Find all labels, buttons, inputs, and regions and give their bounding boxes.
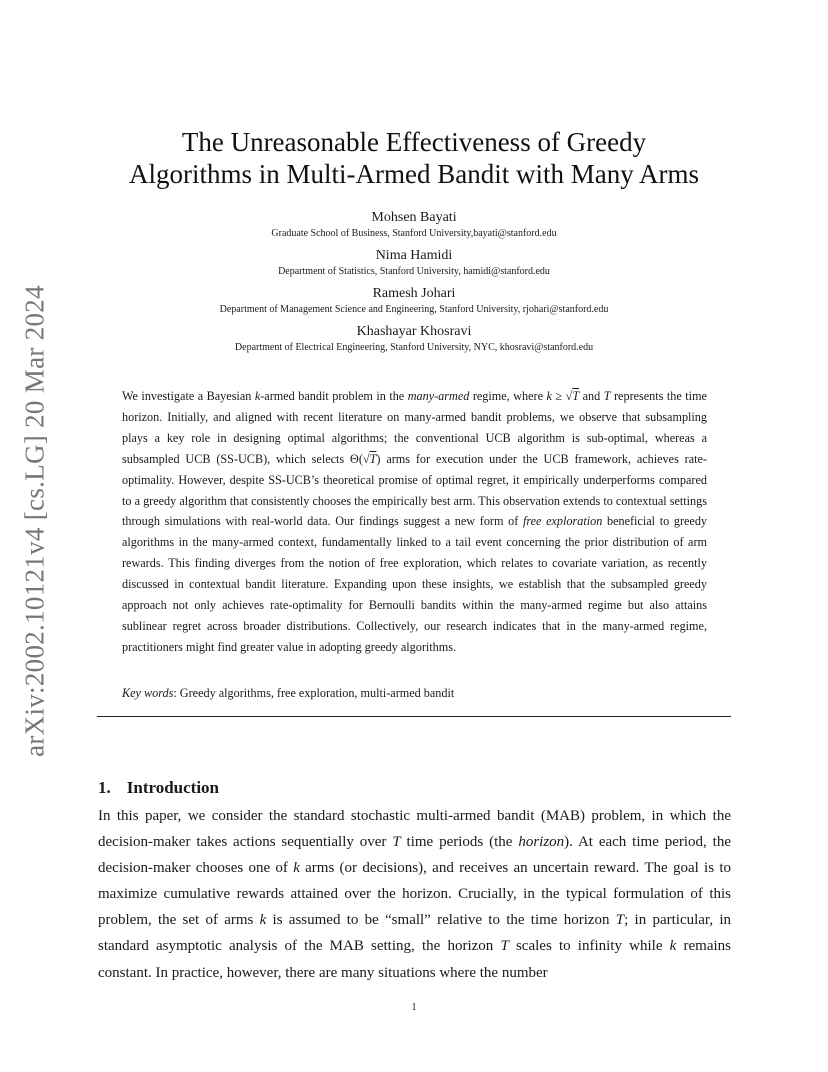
math-var: T [615, 912, 625, 929]
math-var: k [259, 912, 267, 929]
math-var: k [293, 860, 300, 877]
body-text: arms (or decisions), and receives an uncertain reward. The goal is to maximize cumulative rewards attained over the horizon. Crucially, in the typical formulation of this problem, the set of arms [98, 860, 731, 929]
author-name: Ramesh Johari [372, 286, 456, 301]
keywords [122, 683, 707, 703]
keywords-separator: : [173, 686, 180, 700]
body-text: remains constant. In practice, however, there are many situations where the number [98, 938, 731, 981]
math-var: T [572, 389, 580, 403]
title-line: Algorithms in Multi-Armed Bandit with Many Arms [129, 159, 699, 189]
section-title: Introduction [126, 778, 220, 797]
abstract-text: and [579, 389, 604, 403]
body-text: ). At each time period, the decision-maker chooses one of [98, 834, 731, 877]
author-entry [100, 247, 728, 279]
divider [97, 716, 731, 717]
author-entry [100, 285, 728, 317]
intro-paragraph [98, 803, 731, 986]
author-affiliation: Department of Electrical Engineering, Stanford University, NYC, khosravi@stanford.edu [234, 342, 594, 353]
abstract [122, 386, 707, 658]
author-affiliation: Department of Statistics, Stanford University, hamidi@stanford.edu [278, 266, 550, 277]
abstract-text: represents the time horizon. Initially, and aligned with recent literature on many-armed bandit problems, we observe that subsampling plays a key role in designing optimal algorithms; the conventional UCB algorithm is sub-optimal, whereas a subsampled UCB (SS-UCB), which selects Θ( [122, 389, 707, 466]
abstract-text: ) arms for execution under the UCB framework, achieves rate-optimality. However, despite SS-UCB’s theoretical promise of optimal regret, it empirically underperforms compared to a greedy algorithm that consistently chooses the empirically best arm. This observation extends to contextual settings through simulations with real-world data. Our findings suggest a new form of [122, 451, 707, 529]
body-text: time periods (the [400, 834, 519, 851]
sqrt-symbol: √ [565, 389, 573, 403]
author-block [100, 209, 728, 361]
abstract-text: -armed bandit problem in the [260, 389, 408, 403]
section-number: 1. [98, 778, 111, 797]
math-var: T [603, 389, 611, 403]
paper-title [90, 126, 738, 190]
keywords-text: Greedy algorithms, free exploration, multi-armed bandit [179, 686, 455, 700]
body-text: scales to infinity while [508, 938, 670, 955]
sqrt-symbol: √ [362, 451, 370, 466]
math-var: T [500, 938, 509, 955]
emphasis: horizon [518, 834, 565, 851]
author-affiliation: Graduate School of Business, Stanford University,bayati@stanford.edu [271, 228, 557, 239]
body-text: ; in particular, in standard asymptotic analysis of the MAB setting, the horizon [98, 912, 731, 955]
author-name: Khashayar Khosravi [356, 324, 472, 339]
math-var: k [546, 389, 552, 403]
math-var: k [254, 389, 261, 403]
emphasis: free exploration [522, 514, 603, 529]
math-var: T [369, 451, 377, 466]
math-op: ≥ [551, 389, 566, 403]
keywords-label: Key words [122, 686, 174, 700]
arxiv-identifier: arXiv:2002.10121v4 [cs.LG] 20 Mar 2024 [19, 285, 50, 757]
math-var: k [669, 938, 677, 955]
abstract-text: beneficial to greedy algorithms in the many-armed context, fundamentally linked to a tail event concerning the prior distribution of arm rewards. This finding diverges from the notion of free exploration, which relates to covariate variation, as recently discussed in contextual bandit literature. Expanding upon these insights, we establish that the subsampled greedy approach not only achieves rate-optimality for Bernoulli bandits within the many-armed regime but also attains sublinear regret across broader distributions. Collectively, our research indicates that in the many-armed regime, practitioners might find greater value in adopting greedy algorithms. [122, 514, 708, 654]
body-text: In this paper, we consider the standard stochastic multi-armed bandit (MAB) problem, in which the decision-maker takes actions sequentially over [98, 808, 731, 851]
math-var: T [392, 834, 401, 851]
abstract-text: regime, where [469, 389, 547, 403]
author-name: Nima Hamidi [375, 248, 453, 263]
author-name: Mohsen Bayati [371, 210, 457, 225]
author-affiliation: Department of Management Science and Engineering, Stanford University, rjohari@stanford.edu [219, 304, 609, 315]
page-number: 1 [411, 1002, 417, 1013]
author-entry [100, 323, 728, 355]
section-heading [98, 778, 219, 798]
body-text: is assumed to be “small” relative to the time horizon [266, 912, 616, 929]
author-entry [100, 209, 728, 241]
title-line: The Unreasonable Effectiveness of Greedy [181, 127, 647, 157]
emphasis: many-armed [407, 389, 470, 403]
abstract-text: We investigate a Bayesian [122, 389, 255, 403]
